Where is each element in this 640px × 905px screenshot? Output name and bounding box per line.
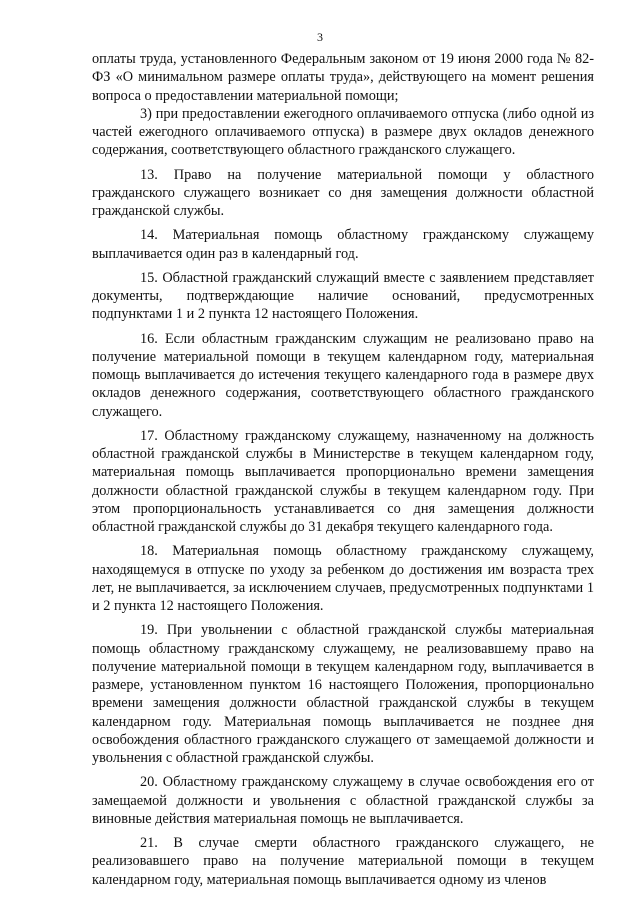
paragraph-21: 21. В случае смерти областного гражданского служащего, не реализовавшего право на получение материальной помощи в текущем календарном году, материальная помощь выплачивается одному из членов: [92, 835, 594, 888]
paragraph-14: 14. Материальная помощь областному гражданскому служащему выплачивается один раз в календарный год.: [92, 227, 594, 262]
document-body: [92, 50, 594, 889]
paragraph-17: 17. Областному гражданскому служащему, назначенному на должность областной гражданской службы в Министерстве в текущем календарном году, материальная помощь выплачивается пропорционально времени замещения должности областной гражданской службы в текущем календарном году. При этом пропорциональность устанавливается со дня замещения должности областной гражданской службы до 31 декабря текущего календарного года.: [92, 427, 594, 535]
paragraph-item-3: 3) при предоставлении ежегодного оплачиваемого отпуска (либо одной из частей ежегодного оплачиваемого отпуска) в размере двух окладов денежного содержания, соответствующего областного гражданского служащего.: [92, 105, 594, 159]
paragraph-continuation: оплаты труда, установленного Федеральным законом от 19 июня 2000 года № 82-ФЗ «О минимальном размере оплаты труда», действующего на момент решения вопроса о предоставлении материальной помощи;: [92, 51, 594, 104]
page-number: 3: [317, 30, 323, 44]
paragraph-20: 20. Областному гражданскому служащему в случае освобождения его от замещаемой должности и увольнения с областной гражданской службы за виновные действия материальная помощь не выплачивается.: [92, 774, 594, 827]
paragraph-16: 16. Если областным гражданским служащим не реализовано право на получение материальной помощи в текущем календарном году, материальная помощь выплачивается до истечения текущего календарного года в размере двух окладов денежного содержания, соответствующего областного гражданского служащего.: [92, 330, 594, 420]
paragraph-15: 15. Областной гражданский служащий вместе с заявлением представляет документы, подтверждающие наличие оснований, предусмотренных подпунктами 1 и 2 пункта 12 настоящего Положения.: [92, 269, 594, 323]
paragraph-19: 19. При увольнении с областной гражданской службы материальная помощь областному гражданскому служащему, не реализовавшему право на получение материальной помощи в текущем календарном году, выплачивается в размере, установленном пунктом 16 настоящего Положения, пропорционально времени замещения должности областной гражданской службы в текущем календарном году. Материальная помощь выплачивается не позднее дня освобождения областного гражданского служащего от замещаемой должности и увольнения с областной гражданской службы.: [92, 622, 594, 766]
paragraph-13: 13. Право на получение материальной помощи у областного гражданского служащего возникает со дня замещения должности областной гражданской службы.: [92, 166, 594, 219]
paragraph-18: 18. Материальная помощь областному гражданскому служащему, находящемуся в отпуске по уходу за ребенком до достижения им возраста трех лет, не выплачивается, за исключением случаев, предусмотренных подпунктами 1 и 2 пункта 12 настоящего Положения.: [92, 543, 594, 614]
